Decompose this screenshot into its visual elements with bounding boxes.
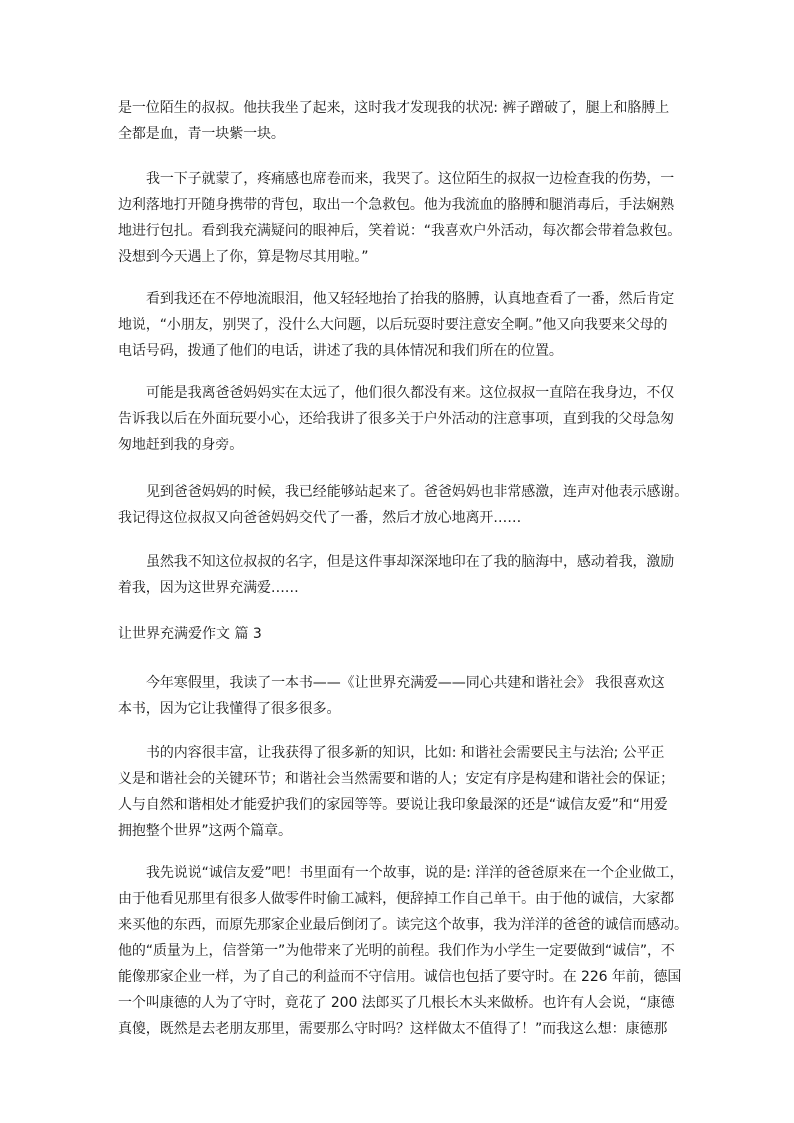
- paragraph-line: 匆地赶到我的身旁。: [118, 437, 244, 453]
- paragraph-4: [118, 380, 688, 458]
- paragraph-line: 拥抱整个世界”这两个篇章。: [118, 823, 292, 839]
- paragraph-line: 真傻，既然是去老朋友那里，需要那么守时吗？这样做太不值得了！”而我这么想：康德那: [118, 1021, 668, 1037]
- paragraph-line: 地说，“小朋友，别哭了，没什么大问题，以后玩耍时要注意安全啊。”他又向我要来父母的: [118, 317, 668, 333]
- paragraph-5: [118, 479, 688, 531]
- paragraph-line: 是一位陌生的叔叔。他扶我坐了起来，这时我才发现我的状况: 裤子蹭破了，腿上和胳膊上: [118, 100, 670, 116]
- paragraph-line: 可能是我离爸爸妈妈实在太远了，他们很久都没有来。这位叔叔一直陪在我身边，不仅: [146, 385, 675, 401]
- section-heading: 让世界充满爱作文 篇 3: [118, 626, 262, 642]
- paragraph-line: 人与自然和谐相处才能爱护我们的家园等等。要说让我印象最深的还是“诚信友爱”和“用爱: [118, 797, 668, 813]
- paragraph-3: [118, 286, 688, 364]
- paragraph-line: 电话号码，拨通了他们的电话，讲述了我的具体情况和我们所在的位置。: [118, 343, 563, 359]
- paragraph-line: 书的内容很丰富，让我获得了很多新的知识，比如: 和谐社会需要民主与法治; 公平正: [146, 745, 665, 761]
- paragraph-line: 告诉我以后在外面玩要小心，还给我讲了很多关于户外活动的注意事项，直到我的父母急匆: [118, 411, 674, 427]
- paragraph-line: 没想到今天遇上了你，算是物尽其用啦。”: [118, 249, 369, 265]
- paragraph-line: 见到爸爸妈妈的时候，我已经能够站起来了。爸爸妈妈也非常感激，连声对他表示感谢。: [146, 484, 689, 500]
- paragraph-line: 义是和谐社会的关键环节；和谐社会当然需要和谐的人；安定有序是构建和谐社会的保证；: [118, 771, 674, 787]
- section3-paragraph-3: [118, 860, 688, 1042]
- paragraph-line: 我先说说“诚信友爱”吧！书里面有一个故事，说的是: 洋洋的爸爸原来在一个企业做工，: [146, 865, 684, 881]
- section3-paragraph-1: [118, 670, 688, 722]
- paragraph-1: [118, 95, 688, 147]
- paragraph-line: 我一下子就蒙了，疼痛感也席卷而来，我哭了。这位陌生的叔叔一边检查我的伤势，一: [146, 171, 675, 187]
- paragraph-line: 全都是血，青一块紫一块。: [118, 126, 285, 142]
- paragraph-line: 今年寒假里，我读了一本书——《让世界充满爱——同心共建和谐社会》 我很喜欢这: [146, 675, 665, 691]
- paragraph-line: 地进行包扎。看到我充满疑问的眼神后，笑着说：“我喜欢户外活动，每次都会带着急救包。: [118, 223, 682, 239]
- paragraph-line: 一个叫康德的人为了守时，竟花了 200 法郎买了几根长木头来做桥。也许有人会说，“康德: [118, 995, 675, 1011]
- paragraph-2: [118, 166, 688, 270]
- paragraph-line: 边利落地打开随身携带的背包，取出一个急救包。他为我流血的胳膊和腿消毒后，手法娴熟: [118, 197, 674, 213]
- paragraph-line: 本书，因为它让我懂得了很多很多。: [118, 701, 341, 717]
- paragraph-line: 由于他看见那里有很多人做零件时偷工减料，便辞掉工作自己单干。由于他的诚信，大家都: [118, 891, 674, 907]
- paragraph-line: 他的“质量为上，信誉第一”为他带来了光明的前程。我们作为小学生一定要做到“诚信”，不: [118, 943, 675, 959]
- paragraph-line: 虽然我不知这位叔叔的名字，但是这件事却深深地印在了我的脑海中，感动着我，激励: [146, 554, 675, 570]
- paragraph-line: 着我，因为这世界充满爱……: [118, 580, 299, 596]
- section3-paragraph-2: [118, 740, 688, 844]
- paragraph-line: 我记得这位叔叔又向爸爸妈妈交代了一番，然后才放心地离开……: [118, 510, 522, 526]
- paragraph-line: 来买他的东西，而原先那家企业最后倒闭了。读完这个故事，我为洋洋的爸爸的诚信而感动。: [118, 917, 688, 933]
- paragraph-6: [118, 549, 688, 601]
- paragraph-line: 能像那家企业一样，为了自己的利益而不守信用。诚信也包括了要守时。在 226 年前，德国: [118, 969, 682, 985]
- paragraph-line: 看到我还在不停地流眼泪，他又轻轻地抬了抬我的胳膊，认真地查看了一番，然后肯定: [146, 291, 675, 307]
